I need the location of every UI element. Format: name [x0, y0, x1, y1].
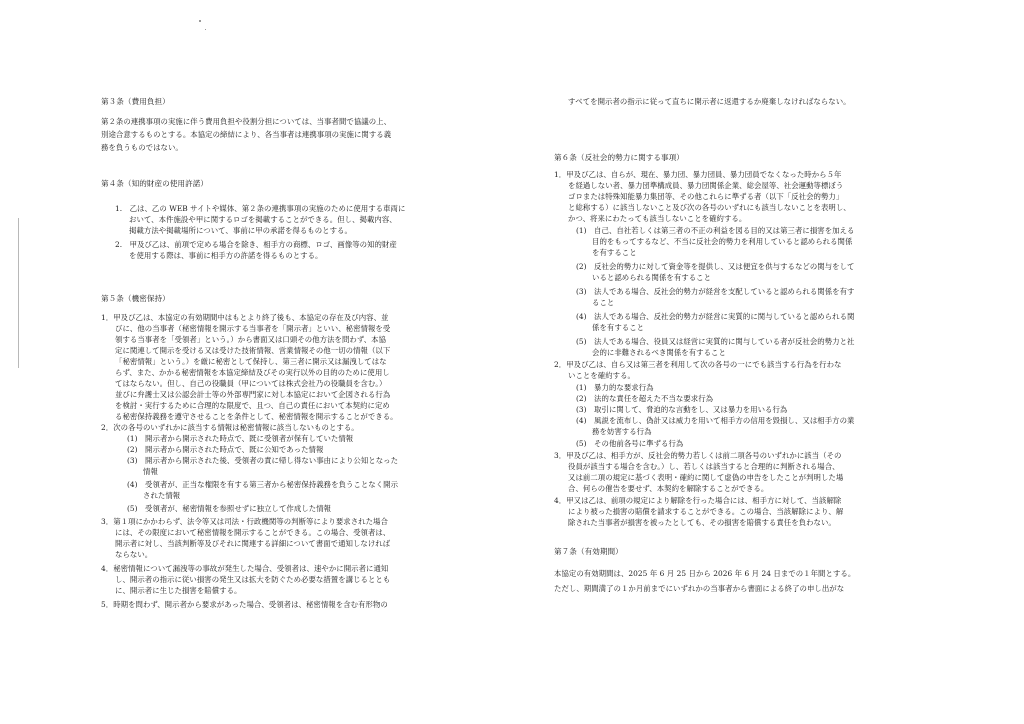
- text-line: を使用する際は、事前に相手方の許諾を得るものとする。: [129, 251, 323, 260]
- text-line: に、開示者に生じた損害を賠償する。: [115, 586, 242, 595]
- text-line: 合、何らの催告を要せず、本契約を解除することができる。: [568, 484, 769, 493]
- text-line: 定に関連して開示を受ける又は受けた技術情報、営業情報その他一切の情報（以下: [115, 346, 391, 355]
- text-line: (2) 反社会的勢力に対して資金等を提供し、又は便宜を供与するなどの関与をして: [576, 262, 855, 271]
- text-line: 3．甲及び乙は、相手方が、反社会的勢力若しくは前二項各号のいずれかに該当（その: [554, 451, 842, 460]
- text-line: (1) 暴力的な要求行為: [576, 383, 654, 392]
- text-line: (3) 開示者から開示された後、受領者の責に帰し得ない事由により公知となった: [127, 456, 399, 465]
- text-line: 4．甲又は乙は、前項の規定により解除を行った場合には、相手方に対して、当該解除: [554, 496, 842, 505]
- text-line: 役員が該当する場合を含む。）し、若しくは該当すると合理的に判断される場合、: [568, 462, 840, 471]
- article-heading: 第４条（知的財産の使用許諾）: [101, 179, 209, 188]
- text-line: てはならない。但し、自己の役職員（甲については株式会社乃の役職員を含む。）: [115, 379, 387, 388]
- text-line: おいて、本件施設や甲に関するロゴを掲載することができる。但し、掲載内容、: [129, 215, 397, 224]
- text-line: された情報: [143, 491, 181, 500]
- text-line: いことを確約する。: [568, 371, 635, 380]
- text-line: 1．甲及び乙は、本協定の有効期間中はもとより終了後も、本協定の存在及び内容、並: [101, 313, 389, 322]
- text-line: (2) 法的な責任を超えた不当な要求行為: [576, 394, 714, 403]
- text-line: 掲載方法や掲載場所について、事前に甲の承諾を得るものとする。: [129, 226, 352, 235]
- text-line: (5) 受領者が、秘密情報を参照せずに独立して作成した情報: [127, 504, 332, 513]
- text-line: ならない。: [115, 550, 153, 559]
- text-line: 領する当事者を「受領者」という。）から書面又は口頭その他方法を問わず、本協: [115, 335, 387, 344]
- text-line: (1) 開示者から開示された時点で、既に受領者が保有していた情報: [127, 434, 354, 443]
- text-line: らず、また、かかる秘密情報を本協定締結及びその実行以外の目的のために使用し: [115, 368, 390, 377]
- text-line: 「秘密情報」という。）を厳に秘密として保持し、第三者に開示又は漏洩してはな: [115, 357, 387, 366]
- text-line: (2) 開示者から開示された時点で、既に公知であった情報: [127, 445, 324, 454]
- text-line: 5．時期を問わず、開示者から要求があった場合、受領者は、秘密情報を含む有形物の: [101, 600, 388, 609]
- text-line: かつ、将来にわたっても該当しないことを確約する。: [568, 214, 747, 223]
- text-line: いると認められる関係を有すること: [592, 273, 712, 282]
- text-line: (1) 自己、自社若しくは第三者の不正の利益を図る目的又は第三者に損害を加える: [576, 226, 855, 235]
- scan-speck: [199, 20, 201, 22]
- article-heading: 第３条（費用負担）: [101, 97, 170, 106]
- text-line: 2．次の各号のいずれかに該当する情報は秘密情報に該当しないものとする。: [101, 423, 359, 432]
- text-line: 会的に非難されるべき関係を有すること: [592, 348, 726, 357]
- text-line: ゴロまたは特殊知能暴力集団等、その他これらに準ずる者（以下「反社会的勢力」: [568, 192, 844, 201]
- text-line: 第２条の連携事項の実施に伴う費用負担や役割分担については、当事者間で協議の上、: [101, 117, 392, 126]
- text-line: ただし、期間満了の１か月前までにいずれかの当事者から書面による終了の申し出がな: [554, 584, 845, 593]
- text-line: (4) 受領者が、正当な権限を有する第三者から秘密保持義務を負うことなく開示: [127, 480, 399, 489]
- text-line: 務を負うものではない。: [101, 143, 183, 152]
- text-line: 務を妨害する行為: [592, 427, 652, 436]
- text-line: (3) 法人である場合、反社会的勢力が経営を支配していると認められる関係を有す: [576, 287, 855, 296]
- scan-speck: [205, 29, 206, 30]
- text-line: (5) その他前各号に準ずる行為: [576, 439, 684, 448]
- text-line: (4) 法人である場合、反社会的勢力が経営に実質的に関与していると認められる関: [576, 312, 855, 321]
- text-line: 1. 乙は、乙の WEB サイトや媒体、第２条の連携事項の実施のために使用する車両に: [115, 204, 406, 213]
- text-line: 2. 甲及び乙は、前項で定める場合を除き、相手方の商標、ロゴ、画像等の知的財産: [115, 240, 397, 249]
- article-heading: 第７条（有効期間）: [554, 547, 623, 556]
- text-line: により被った損害の賠償を請求することができる。この場合、当該解除により、解: [568, 507, 844, 516]
- article-heading: 第５条（機密保持）: [101, 294, 170, 303]
- text-line: 目的をもってするなど、不当に反社会的勢力を利用していると認められる関係: [592, 237, 853, 246]
- text-line: 情報: [143, 467, 158, 476]
- text-line: (5) 法人である場合、役員又は経営に実質的に関与している者が反社会的勢力と社: [576, 337, 855, 346]
- text-line: を検討・実行するために合理的な限度で、且つ、自己の責任において本契約に定め: [115, 401, 390, 410]
- text-line: 開示者に対し、当該判断等及びそれに関連する詳細について書面で通知しなければ: [115, 539, 391, 548]
- text-line: すべてを開示者の指示に従って直ちに開示者に返還するか廃棄しなければならない。: [568, 97, 851, 106]
- text-line: 1．甲及び乙は、自らが、現在、暴力団、暴力団員、暴力団員でなくなった時から５年: [554, 170, 842, 179]
- text-line: 4．秘密情報について漏洩等の事故が発生した場合、受領者は、速やかに開示者に通知: [101, 564, 389, 573]
- article-heading: 第６条（反社会的勢力に関する事項）: [554, 153, 684, 162]
- text-line: 3．第１項にかかわらず、法令等又は司法・行政機関等の判断等により要求された場合: [101, 517, 388, 526]
- text-line: 本協定の有効期間は、2025 年 6 月 25 日から 2026 年 6 月 24 日までの１年間とする。: [554, 569, 856, 578]
- text-line: し、開示者の指示に従い損害の発生又は拡大を防ぐため必要な措置を講じるととも: [115, 575, 391, 584]
- text-line: 又は前二項の規定に基づく表明・確約に関して虚偽の申告をしたことが判明した場: [568, 473, 844, 482]
- text-line: 係を有すること: [592, 323, 645, 332]
- text-line: (4) 風説を流布し、偽計又は威力を用いて相手方の信用を毀損し、又は相手方の業: [576, 416, 855, 425]
- text-line: 並びに弁護士又は公認会計士等の外部専門家に対し本協定において企図される行為: [115, 390, 391, 399]
- text-line: 除された当事者が損害を被ったとしても、その損害を賠償する責任を負わない。: [568, 518, 836, 527]
- text-line: びに、他の当事者（秘密情報を開示する当事者を「開示者」といい、秘密情報を受: [115, 324, 391, 333]
- text-line: 別途合意するものとする。本協定の締結により、各当事者は連携事項の実施に関する義: [101, 130, 392, 139]
- text-line: と総称する）に該当しないこと及び次の各号のいずれにも該当しないことを表明し、: [568, 203, 851, 212]
- text-line: には、その限度において秘密情報を開示することができる。この場合、受領者は、: [115, 528, 391, 537]
- text-line: る秘密保持義務を遵守させることを条件として、秘密情報を開示することができる。: [115, 412, 398, 421]
- text-line: を経過しない者、暴力団準構成員、暴力団関係企業、総会屋等、社会運動等標ぼう: [568, 181, 844, 190]
- text-line: を有すること: [592, 248, 637, 257]
- text-line: 2．甲及び乙は、自ら又は第三者を利用して次の各号の一にでも該当する行為を行わな: [554, 360, 842, 369]
- text-line: (3) 取引に関して、脅迫的な言動をし、又は暴力を用いる行為: [576, 405, 788, 414]
- scan-edge-mark: [18, 218, 19, 368]
- text-line: ること: [592, 298, 615, 307]
